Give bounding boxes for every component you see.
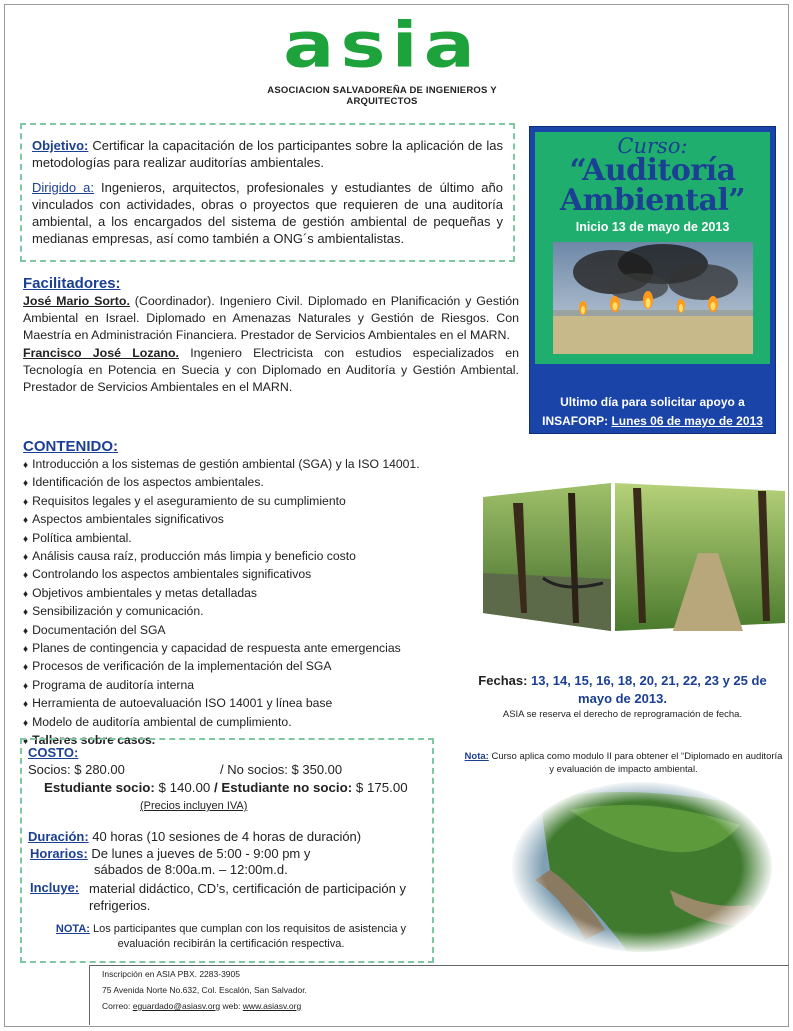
list-item: ♦ Introducción a los sistemas de gestión ambiental (SGA) y la ISO 14001. <box>23 456 493 474</box>
footer-web-link[interactable]: www.asiasv.org <box>242 1001 302 1011</box>
deadline-insaforp: INSAFORP: <box>542 414 609 428</box>
asia-logo <box>237 8 527 107</box>
list-item: ♦ Análisis causa raíz, producción más limpia y beneficio costo <box>23 548 493 566</box>
audience-label: Dirigido a: <box>32 180 94 195</box>
dates-note: ASIA se reserva el derecho de reprogramación de fecha. <box>502 709 743 720</box>
course-title-line2: Ambiental” <box>559 183 746 218</box>
price-non-members: / No socios: $ 350.00 <box>220 762 343 777</box>
includes-value: material didáctico, CD’s, certificación de participación y refrigerios. <box>89 881 406 913</box>
student-member-label: Estudiante socio: <box>44 780 155 795</box>
facilitators-title: Facilitadores: <box>23 275 121 292</box>
list-item: ♦ Sensibilización y comunicación. <box>23 603 493 621</box>
audience-paragraph <box>32 179 503 247</box>
list-item: ♦ Identificación de los aspectos ambientales. <box>23 474 493 492</box>
list-item: ♦ Programa de auditoría interna <box>23 677 493 695</box>
facilitator-2-bio: Ingeniero Electricista con estudios especializados en Tecnología en Potencia en Suecia y con Diplomado en Auditoría y Gestión Ambiental. Prestador de Servicios Ambientales en el MARN. <box>23 345 519 395</box>
diploma-note <box>461 750 786 776</box>
objective-paragraph <box>32 137 503 171</box>
course-title-line1: “Auditoría <box>569 153 736 188</box>
nota-label: NOTA: <box>55 923 90 935</box>
facilitator-1 <box>23 293 519 345</box>
duration-value: 40 horas (10 sesiones de 4 horas de duración) <box>88 829 362 844</box>
course-banner <box>535 132 770 364</box>
contents-list <box>23 456 493 751</box>
footer-email-link[interactable]: eguardado@asiasv.org <box>132 1001 221 1011</box>
footer-email-label: Correo: <box>102 1001 133 1011</box>
cost-title: COSTO: <box>28 745 79 760</box>
facilitator-2 <box>23 345 519 397</box>
course-title <box>535 153 770 218</box>
facilitators-list <box>23 293 519 396</box>
list-item: ♦ Objetivos ambientales y metas detalladas <box>23 585 493 603</box>
includes-label <box>30 880 79 895</box>
deadline-date: Lunes 06 de mayo de 2013 <box>611 414 763 428</box>
list-item: ♦ Controlando los aspectos ambientales significativos <box>23 566 493 584</box>
footer-contact <box>89 965 789 1025</box>
course-start: Inicio 13 de mayo de 2013 <box>575 220 730 234</box>
contents-title: CONTENIDO: <box>23 438 118 455</box>
list-item: ♦ Política ambiental. <box>23 530 493 548</box>
certification-note <box>36 922 426 952</box>
student-prices <box>44 780 408 795</box>
list-item: ♦ Documentación del SGA <box>23 622 493 640</box>
student-non-value: $ 175.00 <box>352 780 408 795</box>
deadline-line1: Ultimo día para solicitar apoyo a <box>560 395 745 409</box>
forest-photos <box>483 483 785 635</box>
duration <box>28 829 361 844</box>
deadline-line2 <box>530 412 775 431</box>
list-item: ♦ Planes de contingencia y capacidad de respuesta ante emergencias <box>23 640 493 658</box>
list-item: ♦ Procesos de verificación de la implementación del SGA <box>23 658 493 676</box>
footer-links <box>102 998 789 1014</box>
logo-word: asia <box>283 8 481 82</box>
schedule-label: Horarios: <box>30 846 88 861</box>
objective-label: Objetivo: <box>32 138 89 153</box>
flyer-page <box>4 4 789 1027</box>
diploma-note-label: Nota: <box>464 751 489 762</box>
price-members: Socios: $ 280.00 <box>28 762 125 777</box>
course-deadline <box>530 393 775 431</box>
gas-flare-photo <box>553 242 753 354</box>
schedule-value-1: De lunes a jueves de 5:00 - 9:00 pm y <box>87 846 311 861</box>
diploma-note-text: Curso aplica como modulo II para obtener el “Diplomado en auditoría y evaluación de impacto ambiental. <box>488 751 783 775</box>
course-panel <box>529 126 776 434</box>
dates-value: 13, 14, 15, 16, 18, 20, 21, 22, 23 y 25 de mayo de 2013. <box>527 673 767 706</box>
list-item: ♦ Talleres sobre casos. <box>23 732 493 750</box>
schedule-value-2: sábados de 8:00a.m. – 12:00m.d. <box>94 862 288 877</box>
footer-web-label: web: <box>220 1001 243 1011</box>
duration-label: Duración: <box>28 829 89 844</box>
dates-label: Fechas: <box>478 673 528 688</box>
logo-subtitle: ASOCIACION SALVADOREÑA DE INGENIEROS Y ARQUITECTOS <box>267 85 497 107</box>
objective-box <box>20 123 515 262</box>
course-kicker: Curso: <box>617 134 688 158</box>
objective-text: Certificar la capacitación de los participantes sobre la aplicación de las metodologías para realizar auditorías ambientales. <box>32 138 503 170</box>
nota-text: Los participantes que cumplan con los requisitos de asistencia y evaluación recibirán la certificación respectiva. <box>89 923 407 950</box>
cost-box <box>20 738 434 963</box>
student-non-label: / Estudiante no socio: <box>210 780 353 795</box>
footer-phone: Inscripción en ASIA PBX. 2283-3905 <box>102 969 240 979</box>
list-item: ♦ Aspectos ambientales significativos <box>23 511 493 529</box>
list-item: ♦ Requisitos legales y el aseguramiento de su cumplimiento <box>23 493 493 511</box>
facilitator-1-name: José Mario Sorto. <box>23 294 130 308</box>
footer-address: 75 Avenida Norte No.632, Col. Escalón, San Salvador. <box>102 985 307 995</box>
includes-label-text: Incluye: <box>30 880 80 895</box>
list-item: ♦ Herramienta de autoevaluación ISO 14001 y línea base <box>23 695 493 713</box>
schedule <box>30 846 310 861</box>
coastline-photo <box>510 780 775 955</box>
facilitator-2-name: Francisco José Lozano. <box>23 345 179 360</box>
student-member-value: $ 140.00 <box>154 780 211 795</box>
course-dates <box>460 672 785 708</box>
facilitator-1-bio: (Coordinador). Ingeniero Civil. Diplomado en Planificación y Gestión Ambiental en Israel. Diplomado en Amenazas Naturales y Gestión de Riesgos. Con Maestría en Administración Financiera. Prestador de Servicios Ambientales en el MARN. <box>23 294 519 343</box>
list-item: ♦ Modelo de auditoría ambiental de cumplimiento. <box>23 714 493 732</box>
audience-text: Ingenieros, arquitectos, profesionales y estudiantes de último año vinculados con actividades, obras o proyectos que requieren de una auditoría ambiental, a los encargados del sistema de gestión ambiental de pequeñas y medianas empresas, así como también a ONG´s ambientalistas. <box>32 180 503 246</box>
iva-note: (Precios incluyen IVA) <box>140 800 248 812</box>
